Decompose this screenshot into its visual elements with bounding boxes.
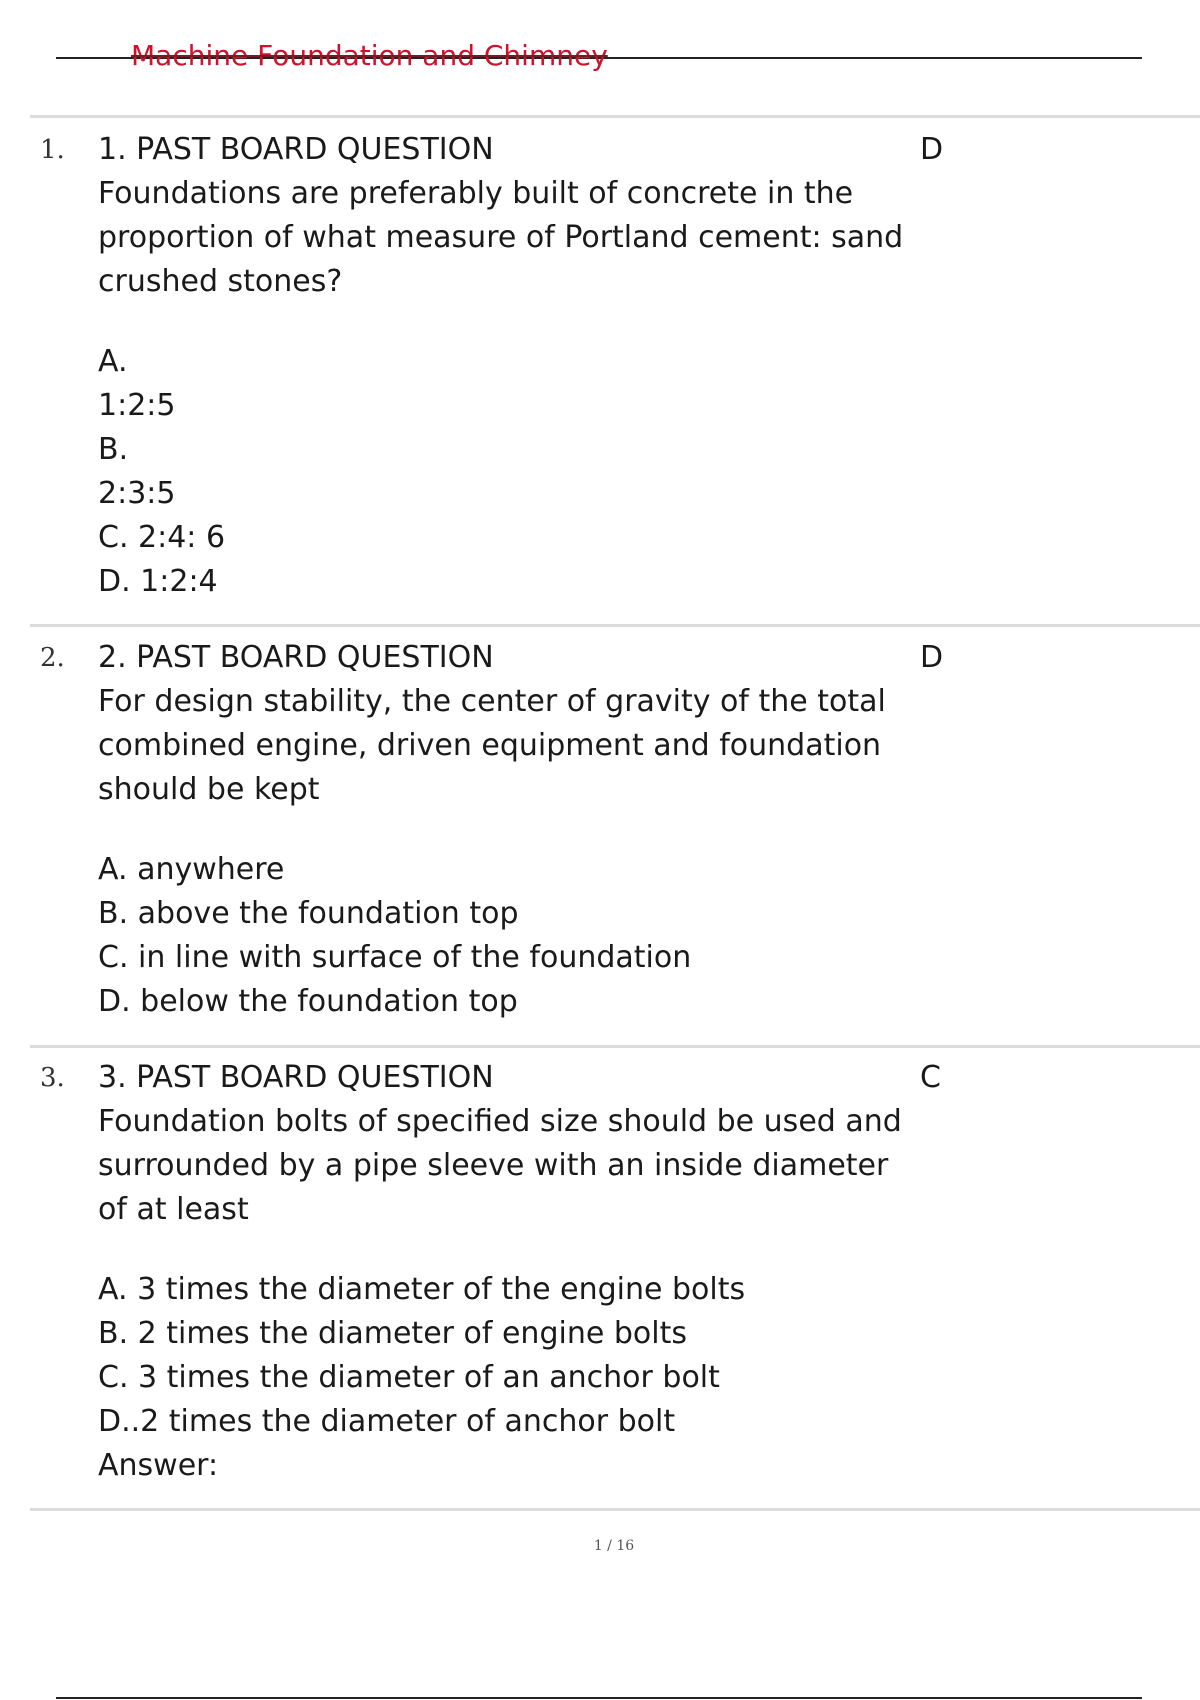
option-item: B. 2 times the diameter of engine bolts [98,1316,687,1351]
option-list [98,1268,913,1444]
option-item: A. [98,344,128,379]
question-body [98,1056,913,1488]
answer-label: Answer: [98,1448,219,1483]
option-item: C. 3 times the diameter of an anchor bolt [98,1360,720,1395]
separator [30,115,1200,118]
question-heading: 1. PAST BOARD QUESTION [98,132,494,167]
question-text: For design stability, the center of gravity of the total combined engine, driven equipment and foundation should be kept [98,684,886,807]
question-heading: 3. PAST BOARD QUESTION [98,1060,494,1095]
document-header [56,36,1142,76]
question-body [98,636,913,1024]
footer-rule [56,1697,1142,1699]
answer-key: D [920,640,944,675]
answer-key: D [920,132,944,167]
option-item: D. below the foundation top [98,984,518,1019]
question-number: 1. [40,135,65,165]
question-heading: 2. PAST BOARD QUESTION [98,640,494,675]
question-body [98,128,913,604]
option-item: B. [98,432,129,467]
option-item: 2:3:5 [98,476,176,511]
option-item: A. anywhere [98,852,285,887]
answer-key: C [920,1060,941,1095]
option-item: D..2 times the diameter of anchor bolt [98,1404,676,1439]
page-number: 1 / 16 [593,1538,635,1554]
option-item: C. in line with surface of the foundation [98,940,692,975]
document-title: Machine Foundation and Chimney [131,39,608,72]
separator [30,1045,1200,1048]
separator [30,624,1200,627]
question-number: 3. [40,1063,65,1093]
option-item: D. 1:2:4 [98,564,218,599]
question-text: Foundation bolts of specified size should be used and surrounded by a pipe sleeve with an inside diameter of at least [98,1104,902,1227]
option-item: C. 2:4: 6 [98,520,226,555]
option-list [98,340,913,604]
option-item: 1:2:5 [98,388,176,423]
question-text: Foundations are preferably built of concrete in the proportion of what measure of Portland cement: sand crushed stones? [98,176,904,299]
option-list [98,848,913,1024]
option-item: B. above the foundation top [98,896,519,931]
question-number: 2. [40,643,65,673]
option-item: A. 3 times the diameter of the engine bolts [98,1272,746,1307]
separator [30,1508,1200,1511]
